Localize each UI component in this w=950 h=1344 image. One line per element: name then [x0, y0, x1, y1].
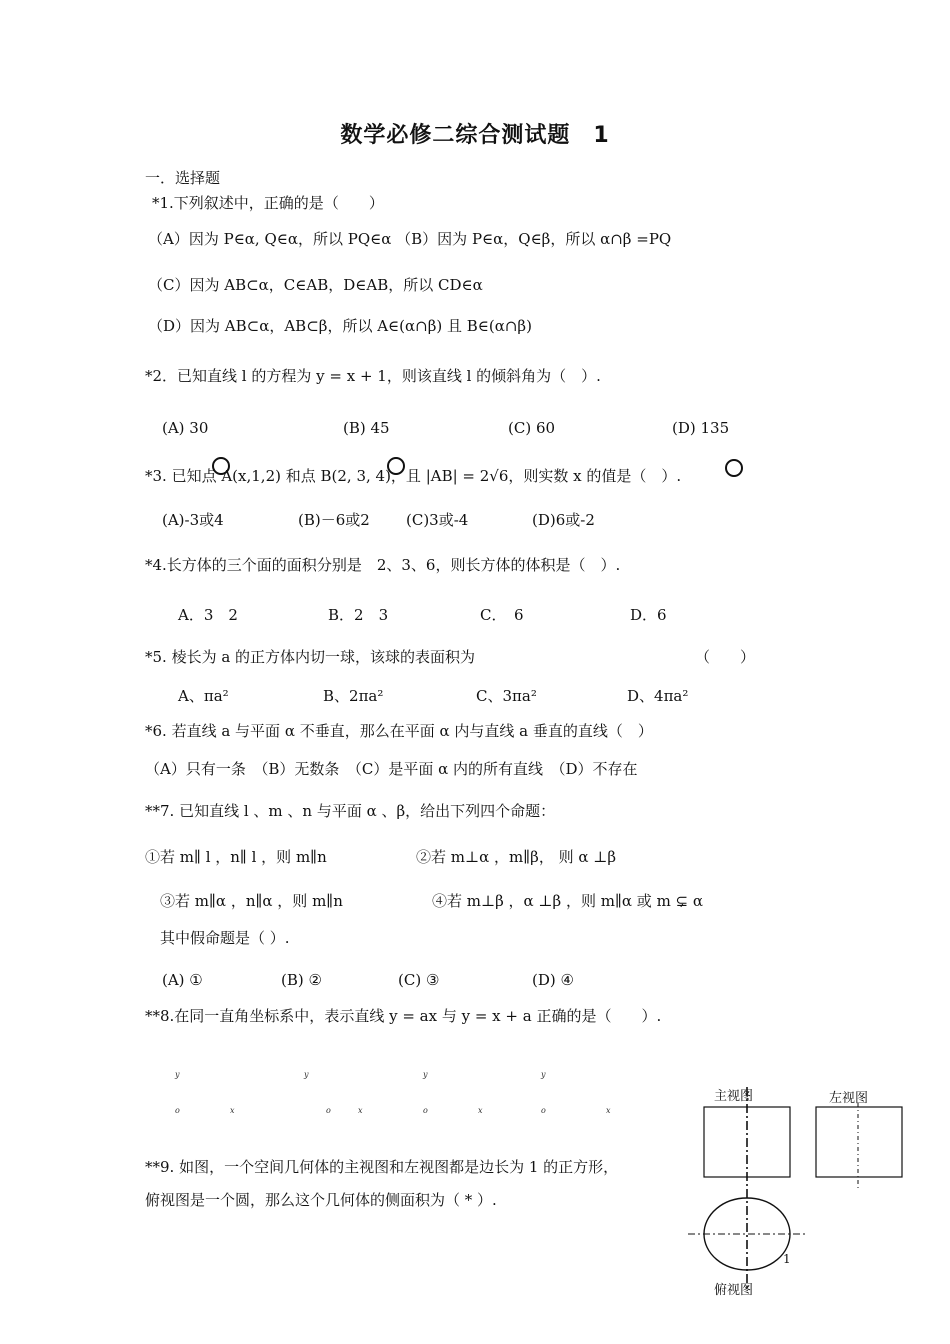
q7-option-a: (A) ①: [162, 971, 203, 989]
graph-a-y-label: y: [175, 1070, 180, 1079]
q6-stem: *6. 若直线 a 与平面 α 不垂直，那么在平面 α 内与直线 a 垂直的直线（ ）: [145, 722, 653, 740]
q3-option-d: (D)6或-2: [532, 511, 595, 529]
graph-a-origin-label: o: [175, 1106, 180, 1115]
side-view-label: 左视图: [829, 1091, 869, 1106]
q4-stem: *4.长方体的三个面的面积分别是 2、3、6，则长方体的体积是（ ）.: [145, 556, 621, 574]
q5-option-a: A、πa²: [178, 687, 229, 705]
q4-option-a: A．3 2: [178, 606, 238, 624]
stray-circle-2: [388, 458, 404, 474]
q7-stem: **7. 已知直线 l 、m 、n 与平面 α 、β，给出下列四个命题：: [145, 802, 556, 820]
q4-option-c: C． 6: [480, 606, 524, 624]
q3-option-c: (C)3或-4: [406, 511, 469, 529]
q7-proposition-4: ④若 m⊥β ，α ⊥β ，则 m∥α 或 m ⊊ α: [432, 892, 704, 910]
graph-c-origin-label: o: [423, 1106, 428, 1115]
side-view-square: [816, 1107, 902, 1177]
graph-b-y-label: y: [304, 1070, 309, 1079]
stray-circle-3: [726, 460, 742, 476]
graph-d-x-label: x: [606, 1106, 611, 1115]
q7-proposition-2: ②若 m⊥α ，m∥β， 则 α ⊥β: [416, 848, 617, 866]
graph-d-y-label: y: [541, 1070, 546, 1079]
q7-option-d: (D) ④: [532, 971, 574, 989]
q5-stem: *5. 棱长为 a 的正方体内切一球，该球的表面积为: [145, 648, 476, 666]
q5-option-b: B、2πa²: [323, 687, 384, 705]
q1-stem: *1.下列叙述中，正确的是（ ）: [152, 194, 384, 212]
q5-option-d: D、4πa²: [627, 687, 689, 705]
q2-option-b: (B) 45: [343, 419, 390, 437]
q2-option-d: (D) 135: [672, 419, 730, 437]
q3-option-b: (B)－6或2: [298, 511, 370, 529]
q2-option-a: (A) 30: [162, 419, 209, 437]
q5-answer-paren: （ ）: [695, 648, 756, 666]
section-heading: 一．选择题: [145, 169, 221, 187]
q8-stem: **8.在同一直角坐标系中，表示直线 y = ax 与 y = x + a 正确的是（ ）.: [145, 1007, 662, 1025]
q4-option-b: B．2 3: [328, 606, 389, 624]
q5-option-c: C、3πa²: [476, 687, 537, 705]
q1-option-d: （D）因为 AB⊂α，AB⊂β，所以 A∈(α∩β) 且 B∈(α∩β): [148, 317, 532, 335]
q7-option-c: (C) ③: [398, 971, 440, 989]
q7-proposition-3: ③若 m∥α ，n∥α ，则 m∥n: [160, 892, 343, 910]
q1-option-c: （C）因为 AB⊂α，C∈AB，D∈AB，所以 CD∈α: [148, 276, 483, 294]
q3-stem: *3. 已知点 A(x,1,2) 和点 B(2, 3, 4)，且 |AB| = 2√6，则实数 x 的值是（ ）.: [145, 467, 682, 485]
q3-option-a: (A)-3或4: [162, 511, 224, 529]
q2-option-c: (C) 60: [508, 419, 556, 437]
q7-proposition-1: ①若 m∥ l ，n∥ l ，则 m∥n: [145, 848, 327, 866]
radius-label: 1: [783, 1252, 791, 1266]
q1-options-ab: （A）因为 P∈α, Q∈α，所以 PQ∈α （B）因为 P∈α，Q∈β，所以 α∩β =PQ: [148, 230, 672, 248]
graph-b-origin-label: o: [326, 1106, 331, 1115]
q7-option-b: (B) ②: [281, 971, 322, 989]
graph-d-origin-label: o: [541, 1106, 546, 1115]
q6-options: （A）只有一条 （B）无数条 （C）是平面 α 内的所有直线 （D）不存在: [145, 760, 638, 778]
stray-circle-1: [213, 458, 229, 474]
top-view-label: 俯视图: [714, 1283, 754, 1298]
q2-stem: *2．已知直线 l 的方程为 y = x + 1，则该直线 l 的倾斜角为（ ）.: [145, 367, 601, 385]
q7-question: 其中假命题是（ ）.: [160, 929, 290, 947]
graph-b-x-label: x: [358, 1106, 363, 1115]
graph-c-x-label: x: [478, 1106, 483, 1115]
q9-line-2: 俯视图是一个圆，那么这个几何体的侧面积为（ * ）.: [145, 1191, 497, 1209]
page-title: 数学必修二综合测试题 1: [340, 123, 610, 148]
q4-option-d: D．6: [630, 606, 667, 624]
front-view-label: 主视图: [714, 1089, 754, 1104]
graph-a-x-label: x: [230, 1106, 235, 1115]
graph-c-y-label: y: [423, 1070, 428, 1079]
q9-line-1: **9. 如图，一个空间几何体的主视图和左视图都是边长为 1 的正方形，: [145, 1158, 619, 1176]
